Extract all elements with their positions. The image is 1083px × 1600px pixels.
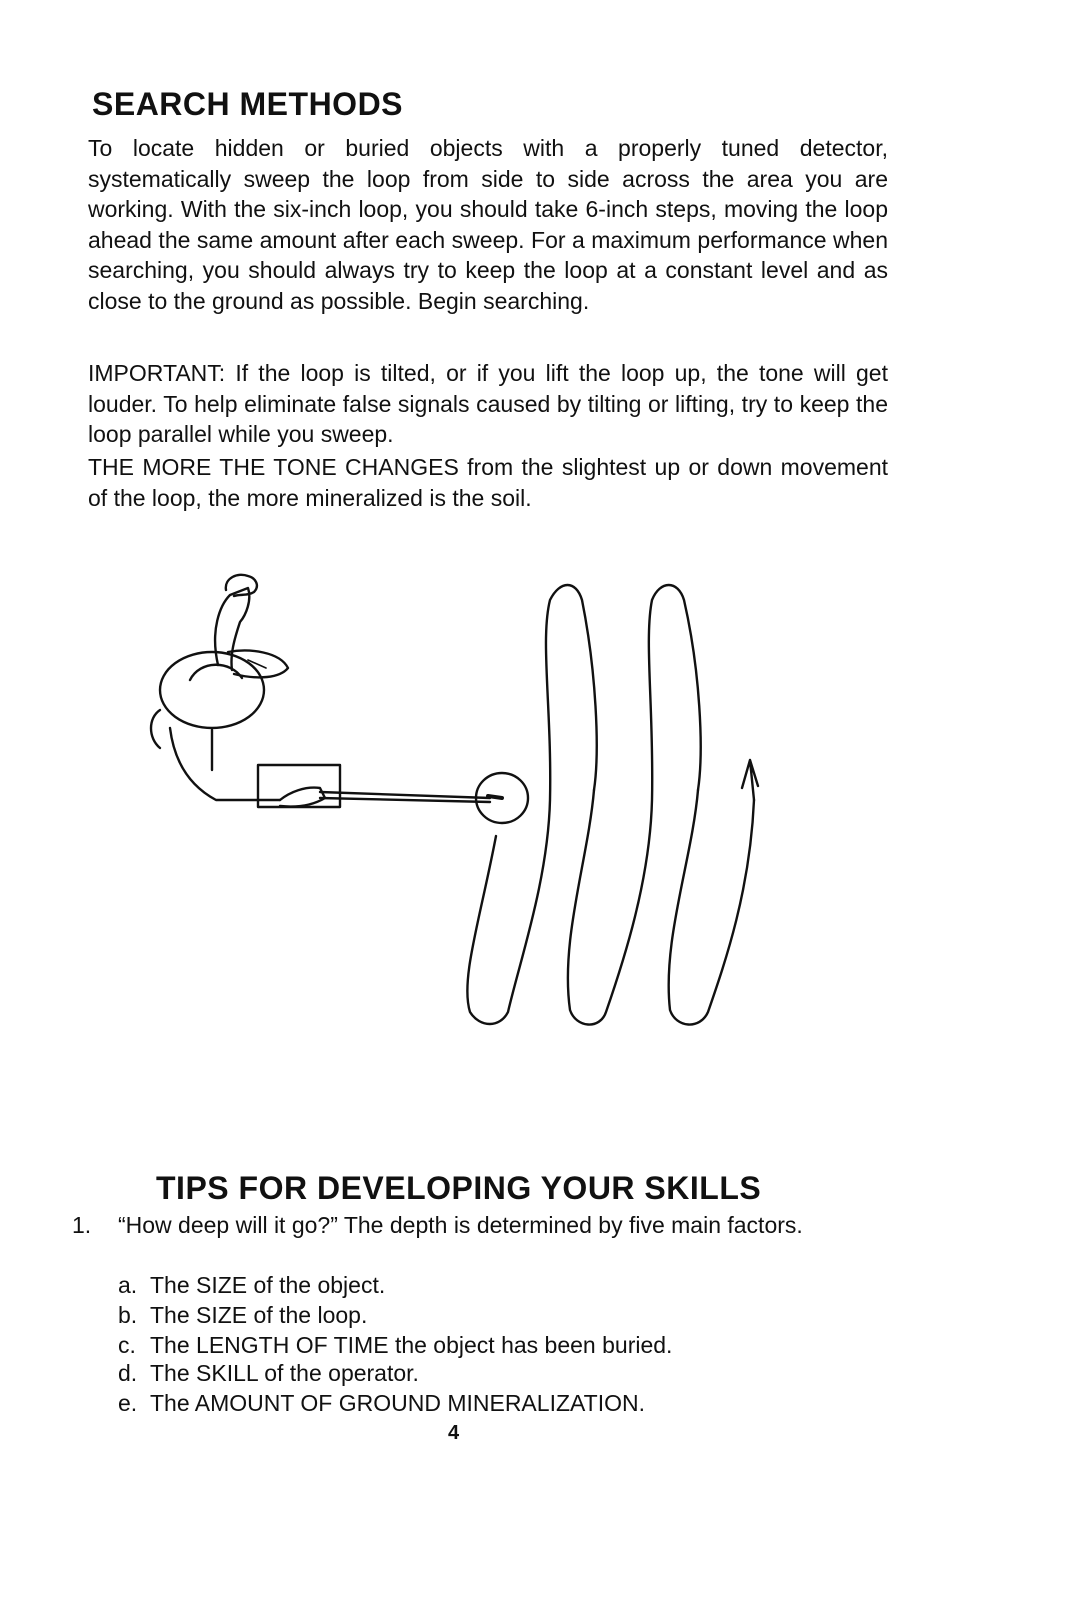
holding-hand	[280, 788, 325, 807]
direction-arrow	[742, 760, 758, 800]
sub-item-text: The SKILL of the operator.	[150, 1360, 419, 1386]
page-number: 4	[448, 1422, 460, 1444]
sub-item-text: The LENGTH OF TIME the object has been buried.	[150, 1332, 673, 1358]
list-item-text: “How deep will it go?” The depth is determined by five main factors.	[118, 1212, 803, 1238]
sub-item	[118, 1300, 367, 1330]
sub-item-letter: a.	[118, 1272, 138, 1298]
sub-item-text: The SIZE of the object.	[150, 1272, 386, 1298]
sub-item	[118, 1358, 419, 1388]
sweep-arc-3	[669, 790, 754, 1025]
sub-item-letter: d.	[118, 1360, 138, 1386]
tips-heading: TIPS FOR DEVELOPING YOUR SKILLS	[156, 1170, 762, 1206]
raised-arm	[215, 588, 249, 670]
sub-item-letter: b.	[118, 1302, 138, 1328]
sub-item	[118, 1330, 672, 1360]
sub-item-letter: e.	[118, 1390, 138, 1416]
sub-item-text: The AMOUNT OF GROUND MINERALIZATION.	[150, 1390, 645, 1416]
person-sweeping-detector-icon	[130, 560, 810, 1060]
sweep-arc-2	[568, 585, 701, 1025]
sub-item-letter: c.	[118, 1332, 136, 1358]
search-methods-paragraph: To locate hidden or buried objects with a properly tuned detector, systematically sweep the loop from side to side across the area you are working. With the six-inch loop, you should take 6-inch steps, moving the loop ahead the same amount after each sweep. For a maximum performance when searching, you should always try to keep the loop at a constant level and as close to the ground as possible. Begin searching.	[88, 135, 888, 314]
sub-item-text: The SIZE of the loop.	[150, 1302, 368, 1328]
sweep-arc-1	[467, 585, 596, 1024]
sub-item	[118, 1388, 645, 1418]
sub-item	[118, 1270, 385, 1300]
tone-changes-paragraph: THE MORE THE TONE CHANGES from the slightest up or down movement of the loop, the more mineralized is the soil.	[88, 454, 888, 511]
search-methods-heading: SEARCH METHODS	[92, 86, 404, 122]
raised-hand	[226, 575, 257, 596]
shaft	[320, 792, 490, 798]
list-number: 1.	[72, 1212, 92, 1238]
head	[160, 652, 264, 728]
important-paragraph: IMPORTANT: If the loop is tilted, or if you lift the loop up, the tone will get louder. To help eliminate false signals caused by tilting or lifting, try to keep the loop parallel while you sweep.	[88, 360, 888, 447]
